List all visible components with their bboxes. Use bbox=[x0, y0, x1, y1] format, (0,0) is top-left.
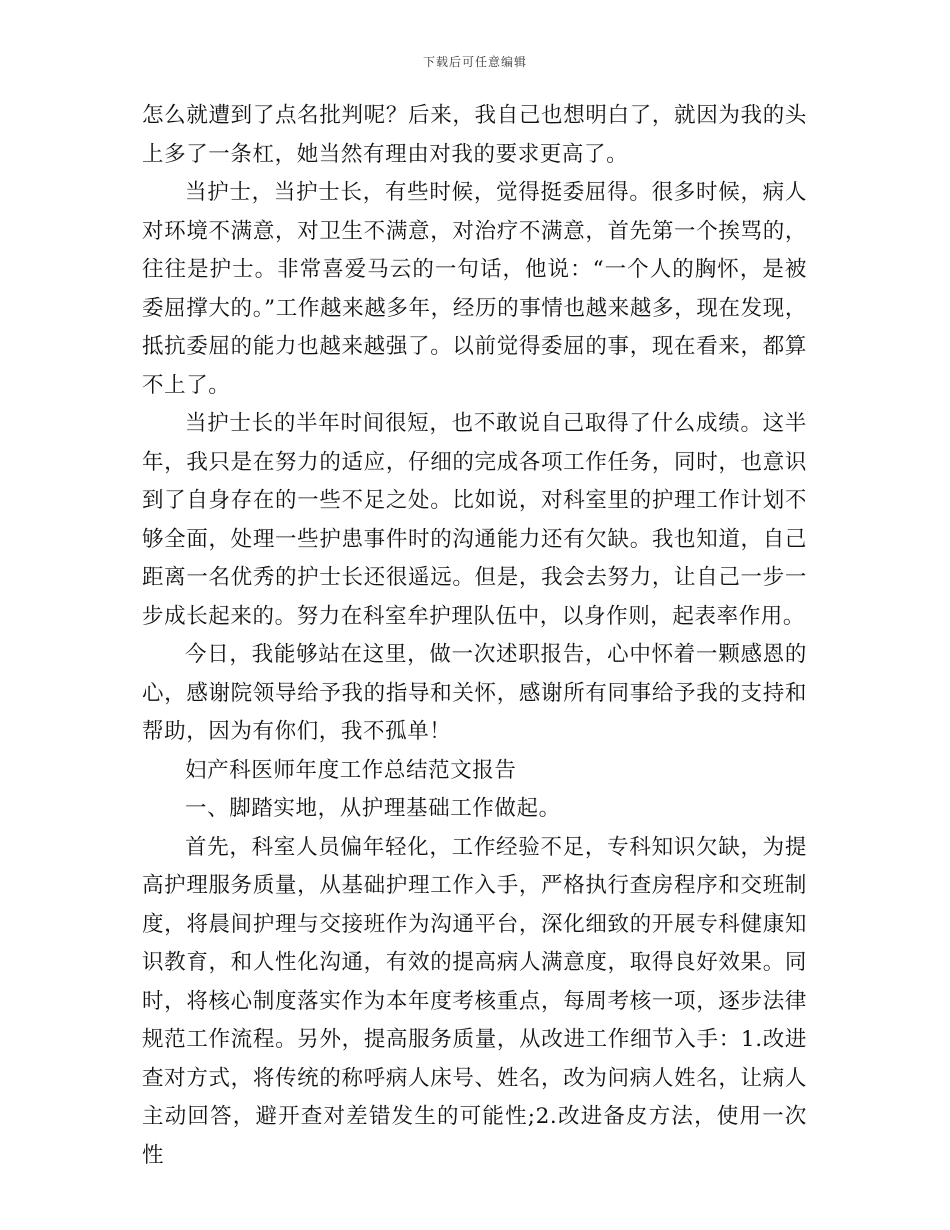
paragraph-5: 首先，科室人员偏年轻化，工作经验不足，专科知识欠缺，为提高护理服务质量，从基础护理工作入手，严格执行查房程序和交班制度，将晨间护理与交接班作为沟通平台，深化细致的开展专科健康知识教育，和人性化沟通，有效的提高病人满意度，取得良好效果。同时，将核心制度落实作为本年度考核重点，每周考核一项，逐步法律规范工作流程。另外，提高服务质量，从改进工作细节入手：1.改进查对方式，将传统的称呼病人床号、姓名，改为问病人姓名，让病人主动回答，避开查对差错发生的可能性;2.改进备皮方法，使用一次性 bbox=[142, 834, 807, 1168]
page-header: 下载后可任意编辑 bbox=[422, 55, 527, 69]
paragraph-1: 怎么就遭到了点名批判呢？后来，我自己也想明白了，就因为我的头上多了一条杠，她当然有理由对我的要求更高了。 bbox=[142, 103, 807, 167]
section-title: 妇产科医师年度工作总结范文报告 bbox=[185, 757, 517, 783]
paragraph-4: 今日，我能够站在这里，做一次述职报告，心中怀着一颗感恩的心，感谢院领导给予我的指导和关怀，感谢所有同事给予我的支持和帮助，因为有你们，我不孤单！ bbox=[142, 642, 807, 744]
paragraph-2: 当护士，当护士长，有些时候，觉得挺委屈得。很多时候，病人对环境不满意，对卫生不满意，对治疗不满意，首先第一个挨骂的，往往是护士。非常喜爱马云的一句话，他说：“一个人的胸怀，是被委屈撑大的。”工作越来越多年，经历的事情也越来越多，现在发现，抵抗委屈的能力也越来越强了。以前觉得委屈的事，现在看来，都算不上了。 bbox=[142, 180, 807, 398]
paragraph-3: 当护士长的半年时间很短，也不敢说自己取得了什么成绩。这半年，我只是在努力的适应，仔细的完成各项工作任务，同时，也意识到了自身存在的一些不足之处。比如说，对科室里的护理工作计划不够全面，处理一些护患事件时的沟通能力还有欠缺。我也知道，自己距离一名优秀的护士长还很遥远。但是，我会去努力，让自己一步一步成长起来的。努力在科室牟护理队伍中，以身作则，起表率作用。 bbox=[142, 411, 807, 629]
document-body bbox=[142, 97, 807, 1175]
subsection-heading: 一、脚踏实地，从护理基础工作做起。 bbox=[185, 796, 561, 821]
